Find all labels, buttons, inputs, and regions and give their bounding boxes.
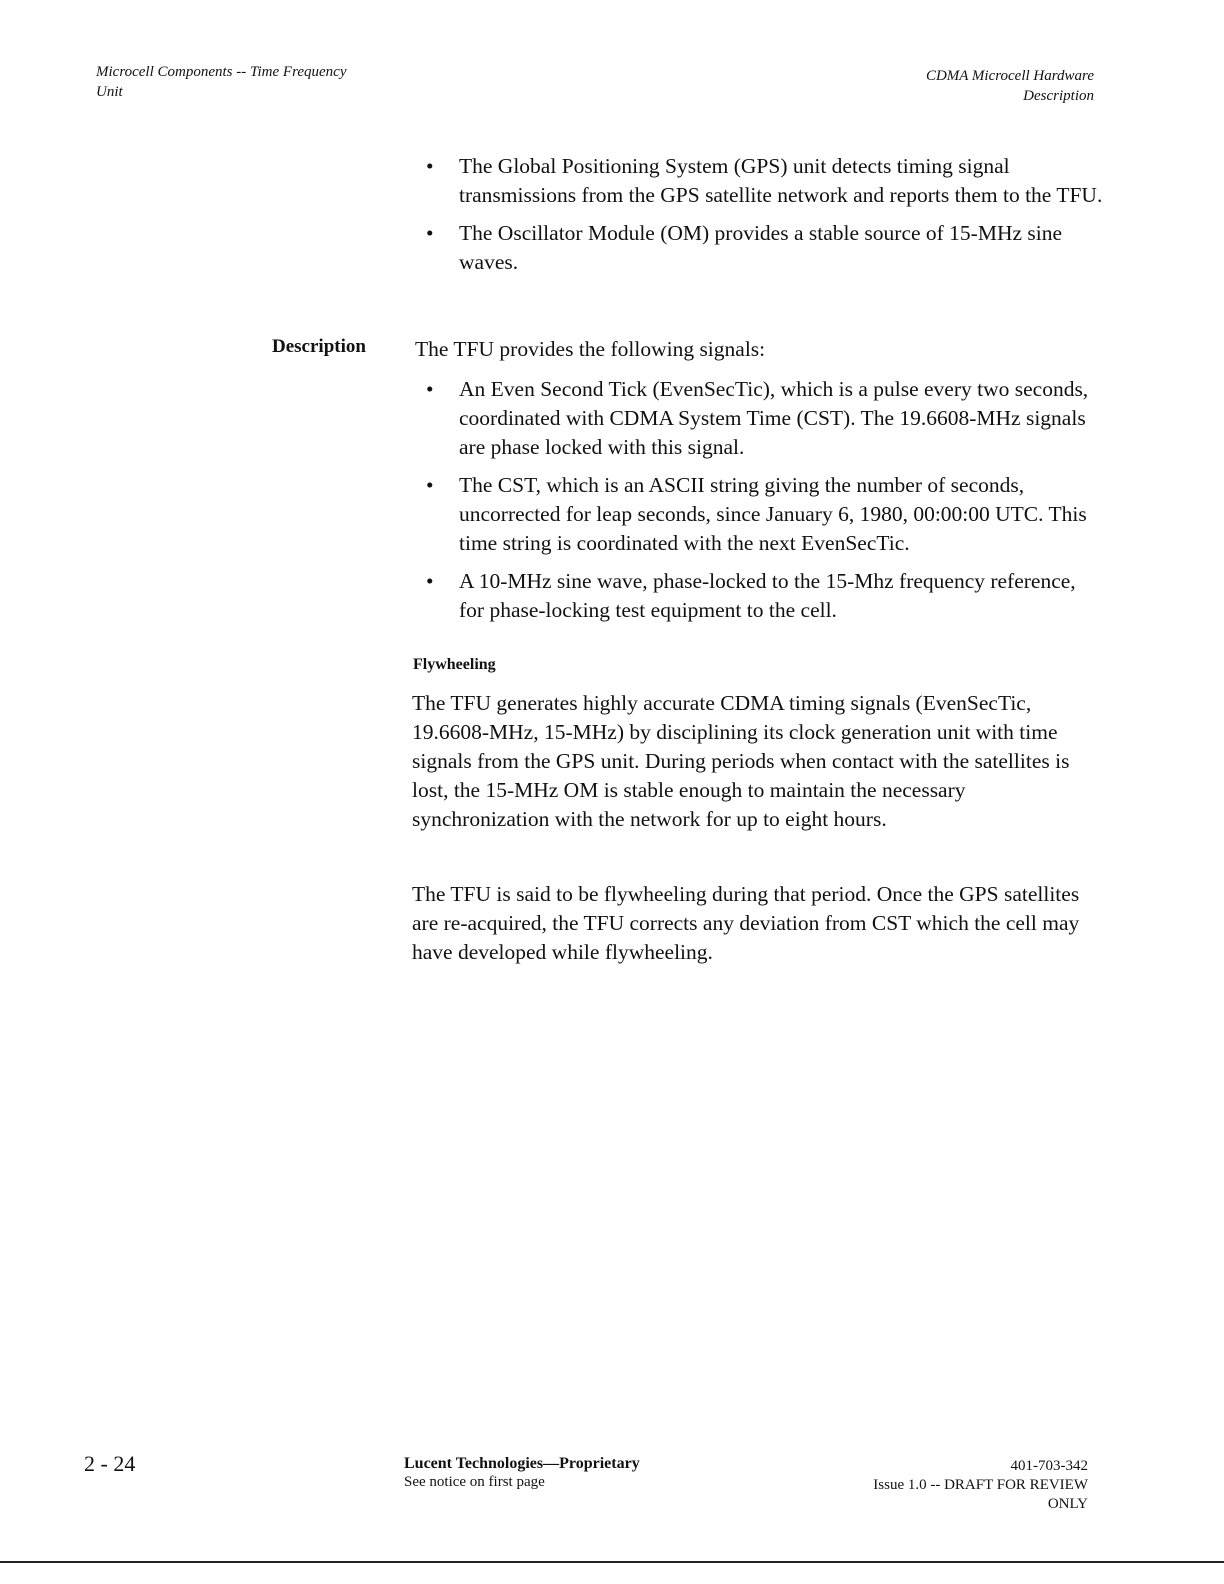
footer-issue-cont: ONLY <box>1047 1496 1088 1512</box>
footer-notice: See notice on first page <box>404 1474 545 1490</box>
component-bullet-list <box>423 152 1103 286</box>
section-label-description: Description <box>272 336 366 357</box>
subsection-heading-flywheeling: Flywheeling <box>413 656 496 673</box>
header-left-line1: Microcell Components -- Time Frequency <box>96 64 347 80</box>
bullet-item: • The Oscillator Module (OM) provides a stable source of 15-MHz sine waves. <box>423 219 1103 277</box>
running-header-right <box>754 66 1094 106</box>
bullet-item: • The CST, which is an ASCII string giving the number of seconds, uncorrected for leap seconds, since January 6, 1980, 00:00:00 UTC. This time string is coordinated with the next EvenSecTic. <box>423 471 1103 558</box>
bottom-rule <box>0 1561 1224 1563</box>
bullet-item: • An Even Second Tick (EvenSecTic), which is a pulse every two seconds, coordinated with CDMA System Time (CST). The 19.6608-MHz signals are phase locked with this signal. <box>423 375 1103 462</box>
bullet-item: • A 10-MHz sine wave, phase-locked to the 15-Mhz frequency reference, for phase-locking test equipment to the cell. <box>423 567 1103 625</box>
header-right-line1: CDMA Microcell Hardware <box>925 68 1094 84</box>
bullet-item: • The Global Positioning System (GPS) unit detects timing signal transmissions from the GPS satellite network and reports them to the TFU. <box>423 152 1103 210</box>
footer-company: Lucent Technologies—Proprietary <box>404 1455 640 1472</box>
flywheeling-paragraph-1: The TFU generates highly accurate CDMA timing signals (EvenSecTic, 19.6608-MHz, 15-MHz) by disciplining its clock generation unit with time signals from the GPS unit. During periods when contact with the satellites is lost, the 15-MHz OM is stable enough to maintain the necessary synchronization with the network for up to eight hours. <box>412 691 1070 831</box>
header-right-line2: Description <box>1023 88 1094 104</box>
footer-issue: Issue 1.0 -- DRAFT FOR REVIEW <box>873 1477 1088 1493</box>
header-left-line2: Unit <box>96 84 123 100</box>
signal-bullet-list <box>423 375 1103 634</box>
running-header-left <box>96 62 436 102</box>
footer-doc-info <box>768 1457 1088 1514</box>
footer-doc-number: 401-703-342 <box>1010 1458 1088 1474</box>
page-number: 2 - 24 <box>84 1451 136 1476</box>
description-intro: The TFU provides the following signals: <box>415 337 766 361</box>
footer-proprietary <box>404 1454 640 1492</box>
flywheeling-paragraph-2: The TFU is said to be flywheeling during that period. Once the GPS satellites are re-acquired, the TFU corrects any deviation from CST which the cell may have developed while flywheeling. <box>412 882 1080 964</box>
